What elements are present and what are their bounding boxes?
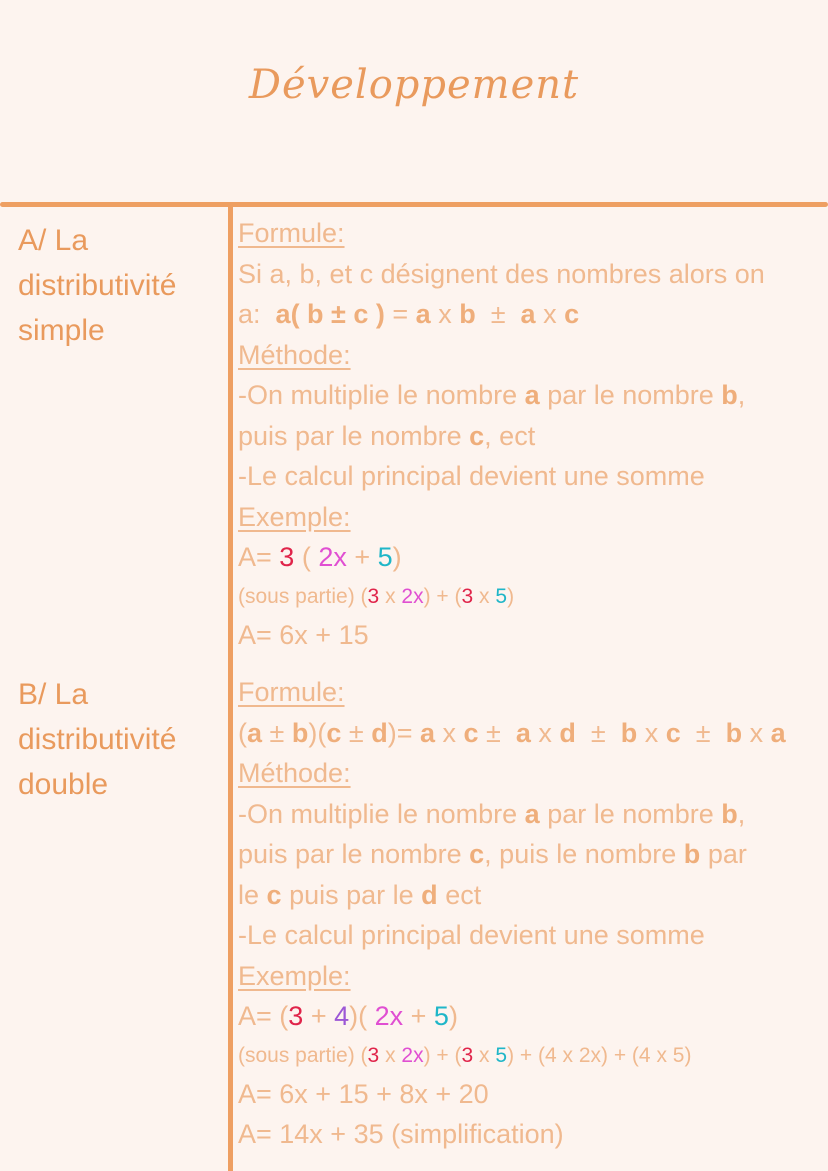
methode-b-line-4: -Le calcul principal devient une somme bbox=[238, 920, 705, 950]
section-a-heading bbox=[18, 218, 228, 353]
exemple-line-2: (sous partie) (3 x 2x) + (3 x 5) bbox=[238, 584, 515, 608]
section-b-heading bbox=[18, 672, 228, 807]
formule-label: Formule: bbox=[238, 218, 345, 248]
methode-line-2: puis par le nombre c, ect bbox=[238, 420, 536, 451]
exemple-label-b: Exemple: bbox=[238, 960, 351, 991]
methode-b-line-3: le c puis par le d ect bbox=[238, 879, 482, 910]
methode-b-line-2: puis par le nombre c, puis le nombre b par bbox=[238, 839, 747, 869]
exemple-b-line-3: A= 6x + 15 + 8x + 20 bbox=[238, 1078, 489, 1109]
methode-b-line-1: -On multiplie le nombre a par le nombre b, bbox=[238, 798, 746, 829]
section-a-heading-line-3: simple bbox=[18, 314, 105, 347]
section-a-content bbox=[238, 213, 828, 655]
section-b-heading-line-1: B/ La bbox=[18, 678, 89, 711]
exemple-label: Exemple: bbox=[238, 501, 351, 532]
formula-simple: a( b ± c ) = a x b ± a x c bbox=[275, 299, 580, 329]
section-b-content bbox=[238, 672, 828, 1155]
section-a-heading-line-1: A/ La bbox=[18, 224, 89, 257]
formula-double: (a ± b)(c ± d)= a x c ± a x d ± b x c ± b x a bbox=[238, 717, 786, 748]
exemple-line-3: A= 6x + 15 bbox=[238, 619, 369, 650]
section-b-heading-line-3: double bbox=[18, 768, 109, 801]
methode-label: Méthode: bbox=[238, 339, 351, 370]
horizontal-divider bbox=[0, 202, 828, 207]
formule-text-2: a: a( b ± c ) = a x b ± a x c bbox=[238, 299, 580, 329]
methode-line-1: -On multiplie le nombre a par le nombre b, bbox=[238, 380, 746, 410]
section-a-heading-line-2: distributivité bbox=[18, 269, 177, 302]
vertical-divider bbox=[228, 206, 233, 1171]
methode-line-3: -Le calcul principal devient une somme bbox=[238, 461, 705, 491]
exemple-line-1: A= 3 ( 2x + 5) bbox=[238, 542, 402, 572]
exemple-b-line-4: A= 14x + 35 (simplification) bbox=[238, 1119, 564, 1149]
formule-text-1: Si a, b, et c désignent des nombres alors on bbox=[238, 258, 765, 289]
formule-label-b: Formule: bbox=[238, 677, 345, 707]
exemple-b-line-2: (sous partie) (3 x 2x) + (3 x 5) + (4 x 2x) + (4 x 5) bbox=[238, 1043, 692, 1067]
exemple-b-line-1: A= (3 + 4)( 2x + 5) bbox=[238, 1001, 458, 1031]
methode-label-b: Méthode: bbox=[238, 758, 351, 788]
page-title: Développement bbox=[248, 62, 580, 108]
section-b-heading-line-2: distributivité bbox=[18, 723, 177, 756]
